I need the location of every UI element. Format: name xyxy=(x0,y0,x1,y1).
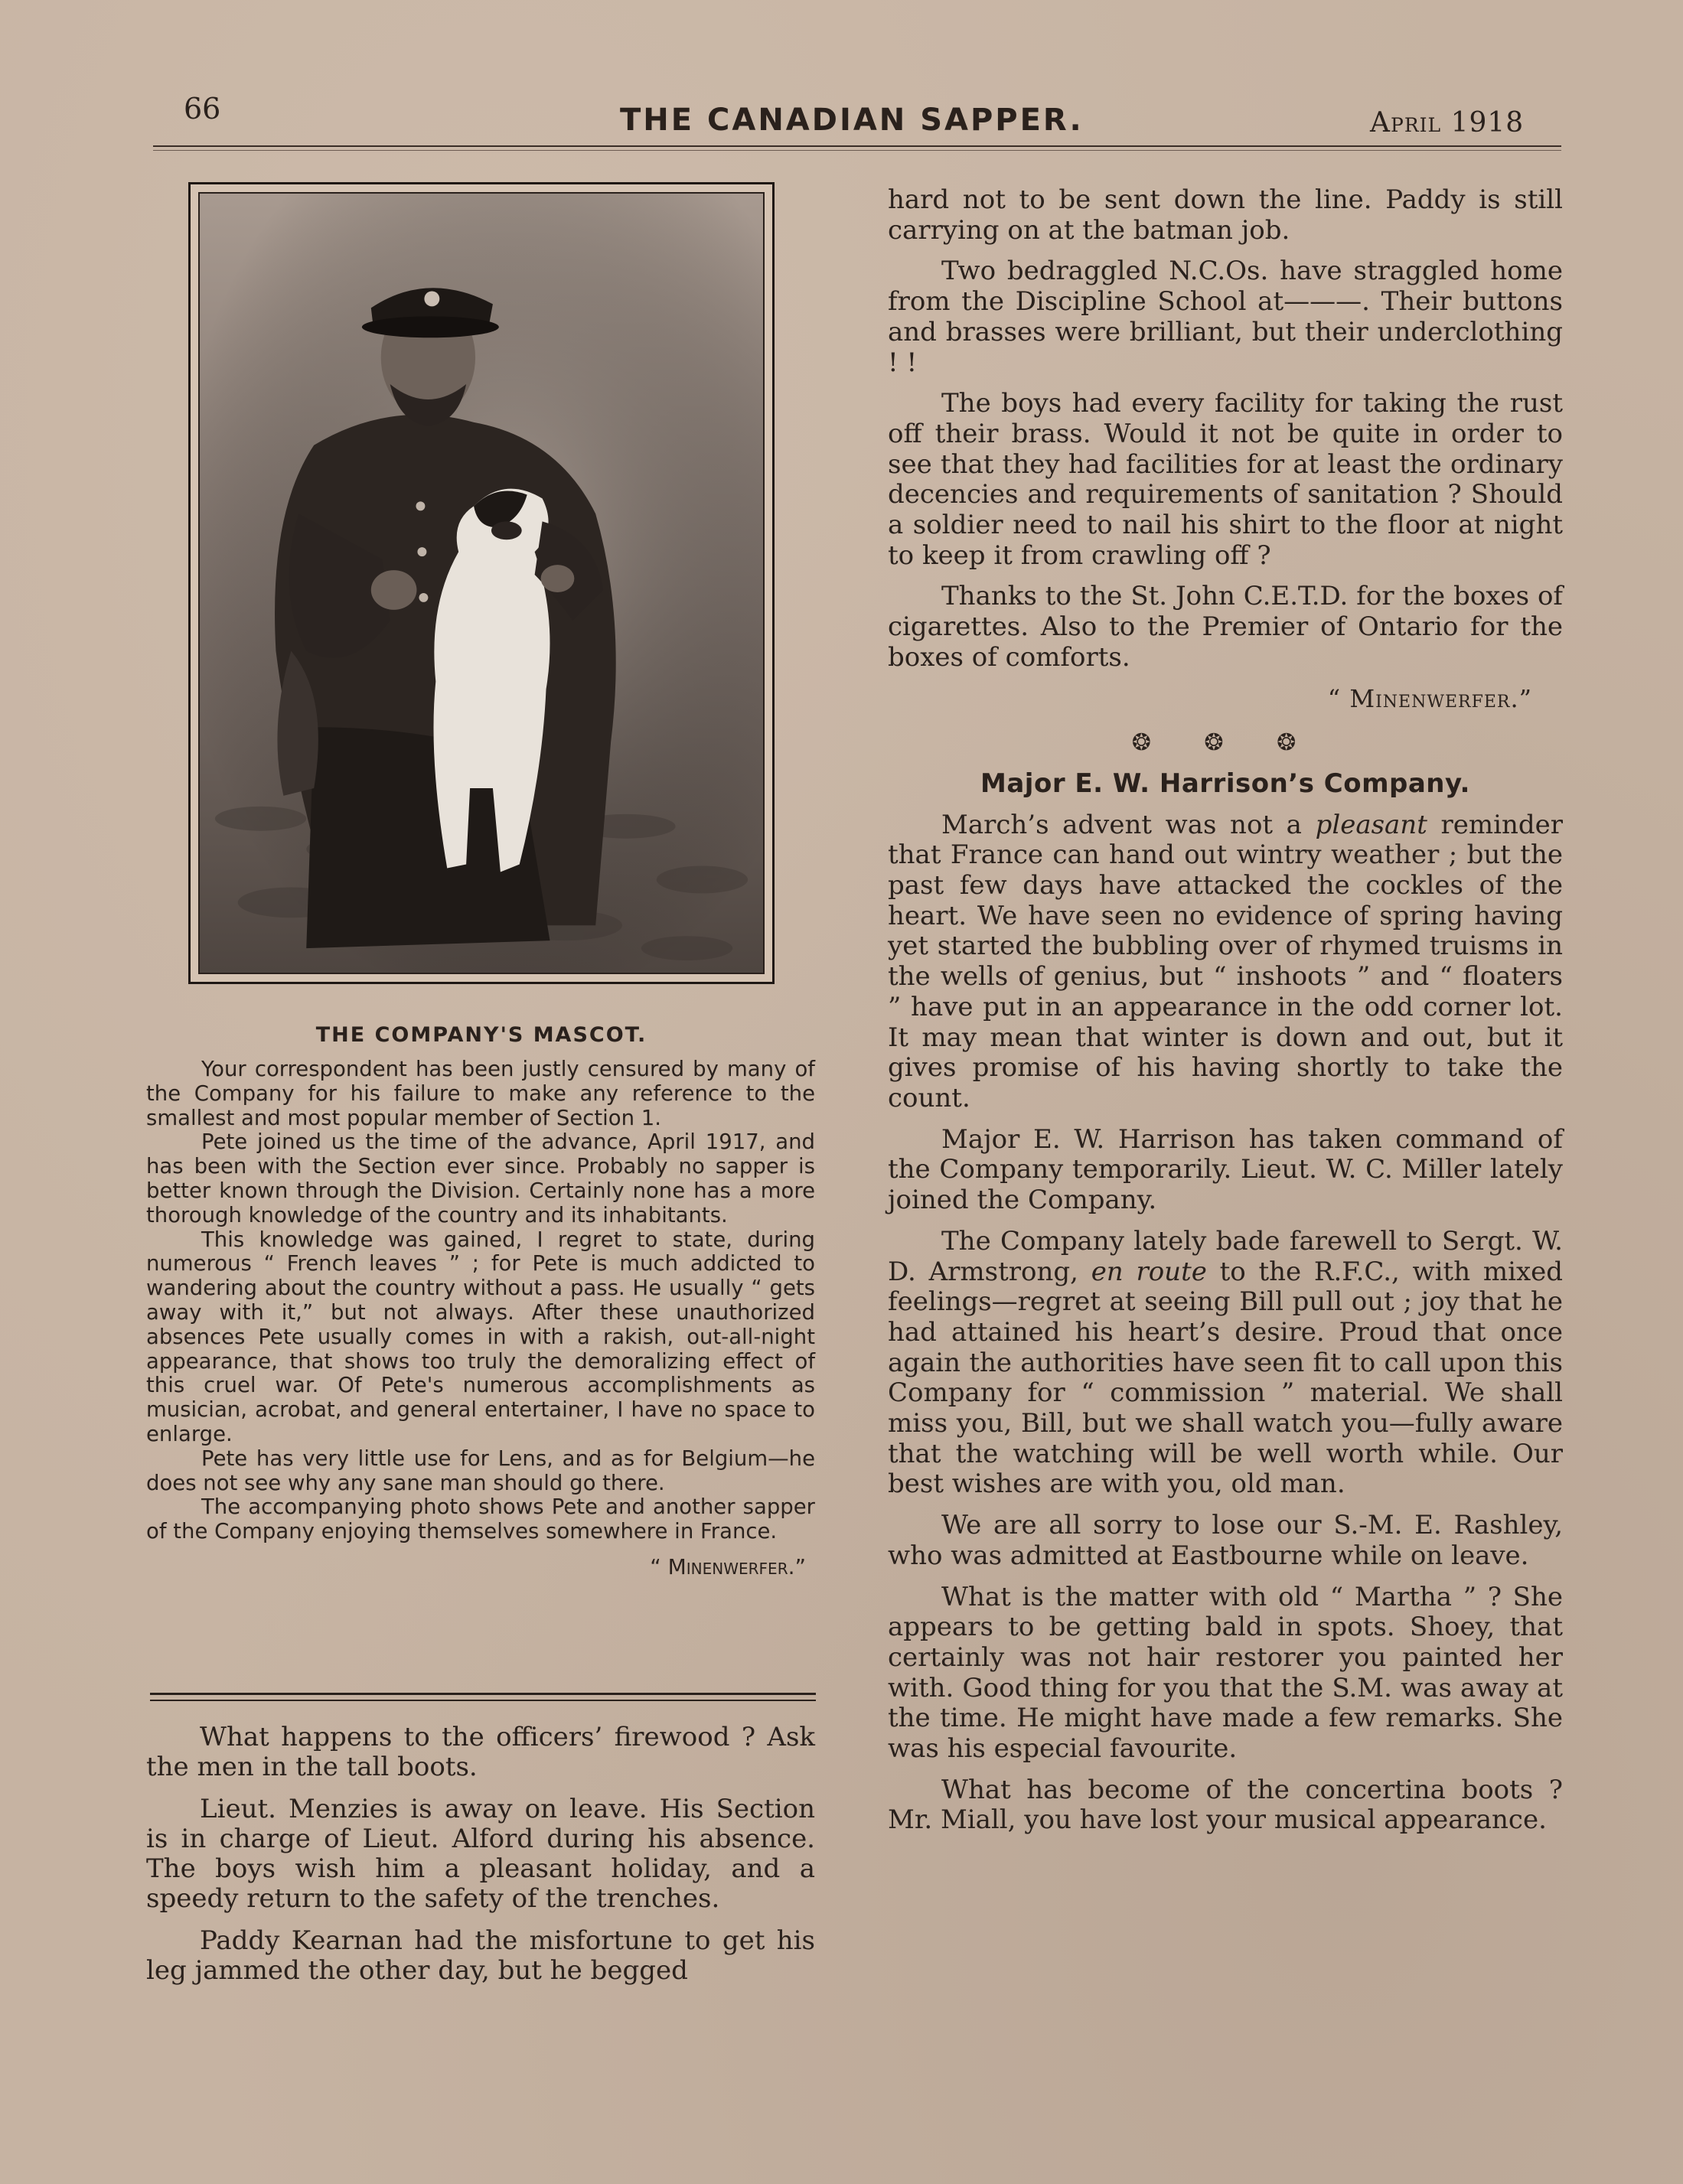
mascot-paragraph: Pete has very little use for Lens, and as for Belgium—he does not see why any sane man should go there. xyxy=(146,1446,815,1495)
harrison-paragraph: What is the matter with old “ Martha ” ? She appears to be getting bald in spots. Shoey, that certainly was not hair restorer you painted her with. Good thing for you that the S.M. was away at the time. He might have made a few remarks. She was his especial favourite. xyxy=(888,1581,1563,1765)
right-signature: “ Minenwerfer.” xyxy=(1327,683,1532,713)
note-paragraph: Paddy Kearnan had the misfortune to get his leg jammed the other day, but he begged xyxy=(146,1925,815,1986)
note-paragraph: What happens to the officers’ firewood ? Ask the men in the tall boots. xyxy=(146,1722,815,1782)
continuation-paragraph: hard not to be sent down the line. Paddy is still carrying on at the batman job. xyxy=(888,184,1563,246)
emphasis-text: pleasant xyxy=(1315,809,1427,840)
header-rule-thin xyxy=(153,150,1561,151)
ornament-stars: ❂ ❂ ❂ xyxy=(1131,729,1319,757)
mascot-paragraph: This knowledge was gained, I regret to state, during numerous “ French leaves ” ; for Pete is much addicted to wandering about the country without a pass. He usually “ gets away with it,” but not always. After these unauthorized absences Pete usually comes in with a rakish, out-all-night appearance, that shows too truly the demoralizing effect of this cruel war. Of Pete's numerous accomplishments as musician, acrobat, and general entertainer, I have no space to enlarge. xyxy=(146,1227,815,1446)
right-column xyxy=(888,185,1563,1847)
page-number: 66 xyxy=(184,92,221,125)
note-paragraph: Thanks to the St. John C.E.T.D. for the boxes of cigarettes. Also to the Premier of Ontario for the boxes of comforts. xyxy=(888,581,1563,673)
note-paragraph: The boys had every facility for taking the rust off their brass. Would it not be quite in order to see that they had facilities for at least the ordinary decencies and requirements of sanitation ? Should a soldier need to nail his shirt to the floor at night to keep it from crawling off ? xyxy=(888,388,1563,571)
text-run: reminder that France can hand out wintry weather ; but the past few days have attacked the cockles of the heart. We have seen no evidence of spring having yet started the bubbling over of rhymed truisms in the wells of genius, but “ inshoots ” and “ floaters ” have put in an appearance in the odd corner lot. It may mean that winter is down and out, but it gives promise of his having shortly to take the count. xyxy=(888,809,1563,1113)
emphasis-text: en route xyxy=(1091,1256,1207,1287)
note-paragraph: Two bedraggled N.C.Os. have straggled home from the Discipline School at———. Their buttons and brasses were brilliant, but their underclothing ! ! xyxy=(888,256,1563,378)
section-divider xyxy=(150,1693,816,1695)
header-rule xyxy=(153,145,1561,147)
mascot-signature: “ Minenwerfer.” xyxy=(650,1553,806,1579)
harrison-paragraph xyxy=(888,1227,1563,1500)
text-run: March’s advent was not a xyxy=(941,809,1316,840)
harrison-paragraph: Major E. W. Harrison has taken command of the Company temporarily. Lieut. W. C. Miller lately joined the Company. xyxy=(888,1123,1563,1216)
mascot-photo xyxy=(198,192,765,974)
harrison-paragraph: What has become of the concertina boots ? Mr. Miall, you have lost your musical appearance. xyxy=(888,1774,1563,1836)
mascot-paragraph: The accompanying photo shows Pete and another sapper of the Company enjoying themselves somewhere in France. xyxy=(146,1495,815,1544)
mascot-paragraph: Your correspondent has been justly censured by many of the Company for his failure to make any reference to the smallest and most popular member of Section 1. xyxy=(146,1057,815,1130)
mascot-article-title: THE COMPANY'S MASCOT. xyxy=(315,1023,647,1047)
text-run: to the R.F.C., with mixed feelings—regret at seeing Bill pull out ; joy that he had attained his heart’s desire. Proud that once again the authorities have seen fit to call upon this Company for “ commission ” material. We shall miss you, Bill, but we shall watch you—fully aware that the watching will be well worth while. Our best wishes are with you, old man. xyxy=(888,1256,1563,1500)
harrison-company-title: Major E. W. Harrison’s Company. xyxy=(980,768,1470,799)
publication-title: THE CANADIAN SAPPER. xyxy=(620,103,1084,138)
harrison-paragraph xyxy=(888,810,1563,1114)
text-run: The Company lately bade farewell to Sergt. W. D. Armstrong, xyxy=(888,1225,1563,1287)
note-paragraph: Lieut. Menzies is away on leave. His Section is in charge of Lieut. Alford during his absence. The boys wish him a pleasant holiday, and a speedy return to the safety of the trenches. xyxy=(146,1794,815,1914)
left-notes xyxy=(146,1723,815,1998)
mascot-paragraph: Pete joined us the time of the advance, April 1917, and has been with the Section ever since. Probably no sapper is better known through the Division. Certainly none has a more thorough knowledge of the country and its inhabitants. xyxy=(146,1129,815,1227)
mascot-article-body xyxy=(146,1058,815,1579)
harrison-paragraph: We are all sorry to lose our S.-M. E. Rashley, who was admitted at Eastbourne while on leave. xyxy=(888,1510,1563,1571)
issue-date: April 1918 xyxy=(1370,107,1525,139)
mascot-photo-frame xyxy=(188,182,775,984)
section-divider-thin xyxy=(150,1700,816,1701)
mascot-photo-image xyxy=(200,194,763,973)
